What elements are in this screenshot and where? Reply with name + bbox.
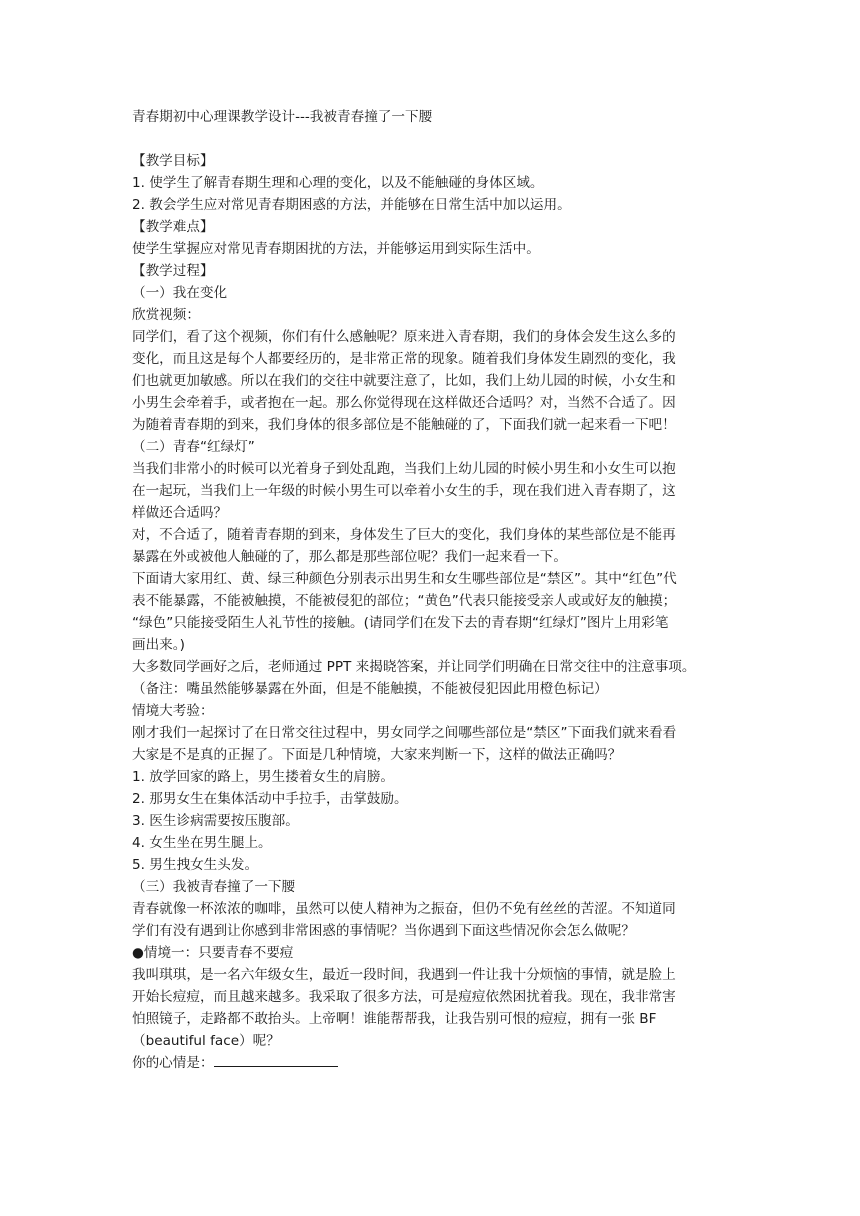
answer-blank-line (214, 1052, 338, 1067)
spacer (132, 128, 740, 150)
paragraph-line: 对，不合适了，随着青春期的到来，身体发生了巨大的变化，我们身体的某些部位是不能再 (132, 527, 676, 543)
document-title: 青春期初中心理课教学设计---我被青春撞了一下腰 (132, 109, 433, 125)
paragraph-line: 怕照镜子，走路都不敢抬头。上帝啊！谁能帮帮我，让我告别可恨的痘痘，拥有一张 BF (132, 1011, 657, 1027)
paragraph-line: 在一起玩，当我们上一年级的时候小男生可以牵着小女生的手，现在我们进入青春期了，这 (132, 483, 676, 499)
paragraph (132, 656, 740, 700)
mood-label: 你的心情是： (132, 1055, 214, 1071)
paragraph-line: 大家是不是真的正握了。下面是几种情境，大家来判断一下，这样的做法正确吗？ (132, 747, 622, 763)
quiz-label: 情境大考验： (132, 703, 214, 719)
paragraph-line: 青春就像一杯浓浓的咖啡，虽然可以使人精神为之振奋，但仍不免有丝丝的苦涩。不知道同 (132, 901, 676, 917)
section-heading: （一）我在变化 (132, 285, 228, 301)
paragraph-line: 为随着青春期的到来，我们身体的很多部位是不能触碰的了，下面我们就一起来看一下吧！ (132, 417, 676, 433)
paragraph (132, 568, 740, 656)
paragraph-line: （beautiful face）呢？ (132, 1033, 280, 1049)
section-heading: （二）青春“红绿灯” (132, 439, 255, 455)
objectives-heading: 【教学目标】 (132, 153, 214, 169)
video-label: 欣赏视频： (132, 307, 200, 323)
paragraph-line: 刚才我们一起探讨了在日常交往过程中，男女同学之间哪些部位是“禁区”下面我们就来看看 (132, 725, 677, 741)
paragraph-line: 小男生会牵着手，或者抱在一起。那么你觉得现在这样做还合适吗？对，当然不合适了。因 (132, 395, 676, 411)
paragraph-line: 我叫琪琪，是一名六年级女生，最近一段时间，我遇到一件让我十分烦恼的事情，就是脸上 (132, 967, 676, 983)
scenario-item: 4. 女生坐在男生腿上。 (132, 835, 272, 851)
scenario-item: 5. 男生拽女生头发。 (132, 857, 259, 873)
paragraph-line: 学们有没有遇到让你感到非常困惑的事情呢？当你遇到下面这些情况你会怎么做呢？ (132, 923, 635, 939)
mood-row (132, 1052, 740, 1074)
difficulty-heading: 【教学难点】 (132, 219, 214, 235)
case-heading: ●情境一：只要青春不要痘 (132, 945, 294, 961)
paragraph (132, 524, 740, 568)
paragraph-line: 们也就更加敏感。所以在我们的交往中就要注意了，比如，我们上幼儿园的时候，小女生和 (132, 373, 676, 389)
scenario-item: 3. 医生诊病需要按压腹部。 (132, 813, 299, 829)
paragraph (132, 326, 740, 436)
paragraph-line: 画出来。) (132, 637, 185, 653)
paragraph-line: 表不能暴露，不能被触摸，不能被侵犯的部位；“黄色”代表只能接受亲人或或好友的触摸； (132, 593, 677, 609)
section-heading: （三）我被青春撞了一下腰 (132, 879, 296, 895)
paragraph-line: 当我们非常小的时候可以光着身子到处乱跑，当我们上幼儿园的时候小男生和小女生可以抱 (132, 461, 676, 477)
paragraph (132, 964, 740, 1052)
paragraph (132, 722, 740, 766)
paragraph-line: 同学们，看了这个视频，你们有什么感触呢？原来进入青春期，我们的身体会发生这么多的 (132, 329, 676, 345)
scenario-item: 2. 那男女生在集体活动中手拉手，击掌鼓励。 (132, 791, 408, 807)
paragraph (132, 898, 740, 942)
process-heading: 【教学过程】 (132, 263, 214, 279)
paragraph-line: 变化，而且这是每个人都要经历的，是非常正常的现象。随着我们身体发生剧烈的变化，我 (132, 351, 676, 367)
objective-item: 2. 教会学生应对常见青春期困惑的方法，并能够在日常生活中加以运用。 (132, 197, 571, 213)
scenario-item: 1. 放学回家的路上，男生搂着女生的肩膀。 (132, 769, 394, 785)
difficulty-text: 使学生掌握应对常见青春期困扰的方法，并能够运用到实际生活中。 (132, 241, 540, 257)
paragraph-line: “绿色”只能接受陌生人礼节性的接触。(请同学们在发下去的青春期“红绿灯”图片上用彩笔 (132, 615, 669, 631)
paragraph (132, 458, 740, 524)
document-body (132, 106, 740, 1074)
paragraph-line: 暴露在外或被他人触碰的了，那么都是那些部位呢？我们一起来看一下。 (132, 549, 567, 565)
paragraph-line: 大多数同学画好之后，老师通过 PPT 来揭晓答案，并让同学们明确在日常交往中的注意事项。 (132, 659, 696, 675)
paragraph-line: 下面请大家用红、黄、绿三种颜色分别表示出男生和女生哪些部位是“禁区”。其中“红色”代 (132, 571, 677, 587)
objective-item: 1. 使学生了解青春期生理和心理的变化，以及不能触碰的身体区域。 (132, 175, 544, 191)
paragraph-line: （备注：嘴虽然能够暴露在外面，但是不能触摸，不能被侵犯因此用橙色标记） (132, 681, 608, 697)
paragraph-line: 开始长痘痘，而且越来越多。我采取了很多方法，可是痘痘依然困扰着我。现在，我非常害 (132, 989, 676, 1005)
paragraph-line: 样做还合适吗？ (132, 505, 228, 521)
